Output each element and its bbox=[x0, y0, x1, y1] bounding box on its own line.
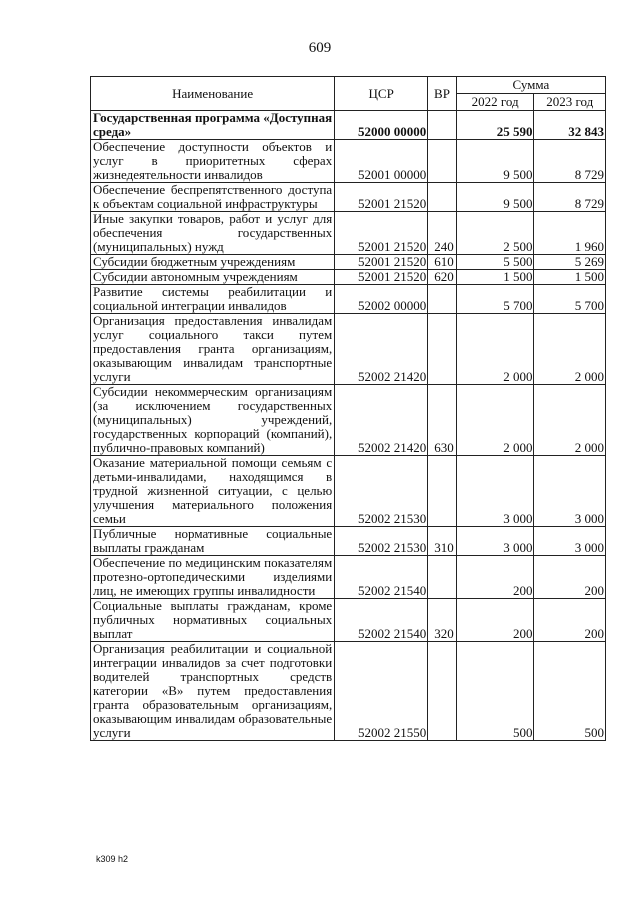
row-name: Обеспечение по медицинским показателям протезно-ортопедическими изделиями лиц, не имеющих группы инвалидности bbox=[91, 556, 335, 599]
row-name: Публичные нормативные социальные выплаты гражданам bbox=[91, 527, 335, 556]
row-csr: 52001 00000 bbox=[335, 140, 428, 183]
header-row-top bbox=[91, 77, 606, 94]
table-body bbox=[91, 111, 606, 741]
row-amount-2022: 1 500 bbox=[456, 270, 534, 285]
row-amount-2022: 200 bbox=[456, 556, 534, 599]
row-amount-2023: 200 bbox=[534, 599, 606, 642]
row-vr: 240 bbox=[428, 212, 457, 255]
row-vr bbox=[428, 456, 457, 527]
row-name: Организация предоставления инвалидам услуг социального такси путем предоставления гранта организациям, оказывающим инвалидам транспортные услуги bbox=[91, 314, 335, 385]
row-amount-2023: 2 000 bbox=[534, 314, 606, 385]
row-vr bbox=[428, 183, 457, 212]
row-name: Развитие системы реабилитации и социальной интеграции инвалидов bbox=[91, 285, 335, 314]
row-amount-2022: 5 500 bbox=[456, 255, 534, 270]
row-name: Оказание материальной помощи семьям с детьми-инвалидами, находящимся в трудной жизненной ситуации, с целью улучшения материального положения семьи bbox=[91, 456, 335, 527]
header-year-2022: 2022 год bbox=[456, 94, 534, 111]
row-vr: 630 bbox=[428, 385, 457, 456]
row-amount-2023: 3 000 bbox=[534, 456, 606, 527]
table-row bbox=[91, 642, 606, 741]
row-name: Иные закупки товаров, работ и услуг для обеспечения государственных (муниципальных) нужд bbox=[91, 212, 335, 255]
row-csr: 52002 21420 bbox=[335, 385, 428, 456]
row-vr bbox=[428, 140, 457, 183]
row-name: Обеспечение доступности объектов и услуг в приоритетных сферах жизнедеятельности инвалидов bbox=[91, 140, 335, 183]
row-amount-2023: 8 729 bbox=[534, 140, 606, 183]
row-vr bbox=[428, 642, 457, 741]
table-row bbox=[91, 314, 606, 385]
row-vr bbox=[428, 111, 457, 140]
row-csr: 52001 21520 bbox=[335, 270, 428, 285]
row-csr: 52002 21550 bbox=[335, 642, 428, 741]
row-amount-2022: 2 500 bbox=[456, 212, 534, 255]
row-amount-2022: 9 500 bbox=[456, 140, 534, 183]
row-csr: 52001 21520 bbox=[335, 183, 428, 212]
row-csr: 52000 00000 bbox=[335, 111, 428, 140]
table-row bbox=[91, 270, 606, 285]
table-row bbox=[91, 599, 606, 642]
row-csr: 52002 21540 bbox=[335, 599, 428, 642]
row-vr bbox=[428, 314, 457, 385]
row-amount-2022: 25 590 bbox=[456, 111, 534, 140]
table-row bbox=[91, 385, 606, 456]
row-amount-2023: 5 269 bbox=[534, 255, 606, 270]
row-amount-2023: 32 843 bbox=[534, 111, 606, 140]
row-amount-2023: 3 000 bbox=[534, 527, 606, 556]
header-csr: ЦСР bbox=[335, 77, 428, 111]
row-csr: 52002 21530 bbox=[335, 456, 428, 527]
table-row bbox=[91, 183, 606, 212]
row-amount-2022: 200 bbox=[456, 599, 534, 642]
row-csr: 52001 21520 bbox=[335, 255, 428, 270]
row-amount-2022: 2 000 bbox=[456, 314, 534, 385]
row-amount-2022: 3 000 bbox=[456, 456, 534, 527]
row-vr: 320 bbox=[428, 599, 457, 642]
table-row bbox=[91, 527, 606, 556]
row-name: Социальные выплаты гражданам, кроме публичных нормативных социальных выплат bbox=[91, 599, 335, 642]
row-vr bbox=[428, 556, 457, 599]
table-row bbox=[91, 140, 606, 183]
row-amount-2023: 500 bbox=[534, 642, 606, 741]
row-amount-2022: 500 bbox=[456, 642, 534, 741]
row-name: Организация реабилитации и социальной интеграции инвалидов за счет подготовки водителей транспортных средств категории «В» путем предоставления гранта образовательным организациям, оказывающим инвалидам образовательные услуги bbox=[91, 642, 335, 741]
row-csr: 52002 21530 bbox=[335, 527, 428, 556]
table-row bbox=[91, 556, 606, 599]
row-name: Обеспечение беспрепятственного доступа к объектам социальной инфраструктуры bbox=[91, 183, 335, 212]
row-amount-2023: 1 500 bbox=[534, 270, 606, 285]
footer-code: k309 h2 bbox=[96, 854, 129, 864]
row-name: Государственная программа «Доступная среда» bbox=[91, 111, 335, 140]
row-name: Субсидии автономным учреждениям bbox=[91, 270, 335, 285]
row-vr: 620 bbox=[428, 270, 457, 285]
row-csr: 52002 21540 bbox=[335, 556, 428, 599]
header-vr: ВР bbox=[428, 77, 457, 111]
table-row bbox=[91, 212, 606, 255]
header-name: Наименование bbox=[91, 77, 335, 111]
row-csr: 52002 21420 bbox=[335, 314, 428, 385]
row-name: Субсидии некоммерческим организациям (за исключением государственных (муниципальных) учреждений, государственных корпораций (компаний), публично-правовых компаний) bbox=[91, 385, 335, 456]
row-amount-2023: 1 960 bbox=[534, 212, 606, 255]
row-amount-2023: 200 bbox=[534, 556, 606, 599]
table-row bbox=[91, 111, 606, 140]
row-vr: 310 bbox=[428, 527, 457, 556]
table-row bbox=[91, 456, 606, 527]
row-amount-2023: 8 729 bbox=[534, 183, 606, 212]
row-amount-2023: 5 700 bbox=[534, 285, 606, 314]
row-csr: 52001 21520 bbox=[335, 212, 428, 255]
row-amount-2023: 2 000 bbox=[534, 385, 606, 456]
row-amount-2022: 5 700 bbox=[456, 285, 534, 314]
budget-table bbox=[90, 76, 606, 741]
row-amount-2022: 2 000 bbox=[456, 385, 534, 456]
page-number: 609 bbox=[308, 40, 332, 56]
table-row bbox=[91, 285, 606, 314]
row-amount-2022: 3 000 bbox=[456, 527, 534, 556]
row-amount-2022: 9 500 bbox=[456, 183, 534, 212]
header-year-2023: 2023 год bbox=[534, 94, 606, 111]
table-row bbox=[91, 255, 606, 270]
header-sum: Сумма bbox=[456, 77, 605, 94]
row-vr bbox=[428, 285, 457, 314]
row-csr: 52002 00000 bbox=[335, 285, 428, 314]
row-name: Субсидии бюджетным учреждениям bbox=[91, 255, 335, 270]
row-vr: 610 bbox=[428, 255, 457, 270]
